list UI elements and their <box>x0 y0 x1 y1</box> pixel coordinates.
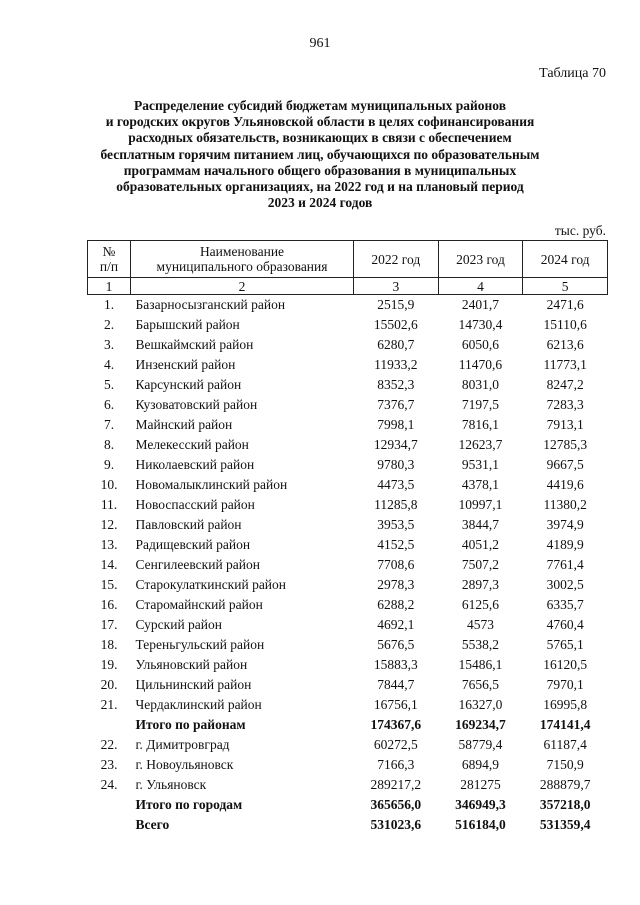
row-number: 1. <box>103 297 115 312</box>
value-2022: 365656,0 <box>370 797 422 812</box>
row-number: 13. <box>100 537 118 552</box>
table-row <box>88 295 608 316</box>
table-row <box>88 735 608 755</box>
row-name: Карсунский район <box>135 377 242 392</box>
row-name: Новомалыклинский район <box>135 477 288 492</box>
value-2023: 15486,1 <box>458 657 503 672</box>
row-number: 9. <box>103 457 115 472</box>
row-number: 18. <box>100 637 118 652</box>
value-2023: 4378,1 <box>461 477 500 492</box>
header-2023: 2023 год <box>438 241 523 278</box>
column-number-row <box>88 278 608 295</box>
table-row <box>88 495 608 515</box>
value-2023: 6894,9 <box>461 757 500 772</box>
units-label: тыс. руб. <box>554 223 606 238</box>
row-number: 7. <box>103 417 115 432</box>
row-number: 3. <box>103 337 115 352</box>
column-number: 5 <box>523 278 608 295</box>
table-row <box>88 695 608 715</box>
column-number: 1 <box>88 278 131 295</box>
value-2022: 7708,6 <box>377 557 415 572</box>
table-row <box>88 575 608 595</box>
table-row <box>88 475 608 495</box>
table-body <box>88 295 608 836</box>
total-row <box>88 715 608 735</box>
row-name: Цильнинский район <box>135 677 252 692</box>
row-number <box>88 795 131 815</box>
value-2023: 6050,6 <box>461 337 500 352</box>
value-2022: 531023,6 <box>370 817 422 832</box>
table-row <box>88 315 608 335</box>
header-row <box>88 241 608 278</box>
row-number: 6. <box>103 397 115 412</box>
subsidy-table <box>87 240 608 835</box>
value-2023: 7507,2 <box>461 557 500 572</box>
table-row <box>88 515 608 535</box>
value-2024: 8247,2 <box>546 377 584 392</box>
value-2024: 7150,9 <box>546 757 584 772</box>
value-2023: 3844,7 <box>461 517 500 532</box>
table-row <box>88 415 608 435</box>
table-label: Таблица 70 <box>539 66 606 81</box>
value-2024: 3002,5 <box>546 577 584 592</box>
value-2024: 357218,0 <box>539 797 591 812</box>
title-line: бесплатным горячим питанием лиц, обучающихся по образовательным <box>100 146 540 162</box>
value-2023: 281275 <box>460 777 501 792</box>
table-row <box>88 775 608 795</box>
value-2023: 58779,4 <box>458 737 503 752</box>
row-number: 24. <box>100 777 118 792</box>
value-2022: 15883,3 <box>373 657 418 672</box>
value-2022: 4473,5 <box>377 477 415 492</box>
header-name: Наименование муниципального образования <box>131 241 354 278</box>
total-row <box>88 815 608 835</box>
value-2023: 2401,7 <box>461 297 500 312</box>
row-name: Кузоватовский район <box>135 397 258 412</box>
table-row <box>88 615 608 635</box>
table-row <box>88 655 608 675</box>
table-row <box>88 755 608 775</box>
value-2022: 15502,6 <box>373 317 418 332</box>
value-2023: 516184,0 <box>455 817 506 832</box>
table-row <box>88 555 608 575</box>
value-2023: 7656,5 <box>461 677 500 692</box>
value-2024: 11773,1 <box>543 357 587 372</box>
row-number <box>88 815 131 835</box>
value-2024: 174141,4 <box>539 717 591 732</box>
title-line: образовательных организациях, на 2022 год и на плановый период <box>116 179 524 195</box>
value-2023: 7816,1 <box>461 417 500 432</box>
value-2023: 14730,4 <box>458 317 503 332</box>
table-row <box>88 635 608 655</box>
value-2022: 11285,8 <box>374 497 418 512</box>
value-2022: 5676,5 <box>377 637 415 652</box>
row-number: 8. <box>103 437 115 452</box>
row-name: Радищевский район <box>135 537 251 552</box>
row-name: Мелекесский район <box>135 437 249 452</box>
value-2023: 7197,5 <box>461 397 500 412</box>
title-line: 2023 и 2024 годов <box>267 195 373 211</box>
value-2022: 8352,3 <box>377 377 415 392</box>
value-2024: 12785,3 <box>543 437 588 452</box>
value-2024: 11380,2 <box>543 497 587 512</box>
row-number: 21. <box>100 697 118 712</box>
value-2023: 4573 <box>466 617 494 632</box>
title-line: расходных обязательств, возникающих в связи с обеспечением <box>128 130 512 146</box>
table-row <box>88 675 608 695</box>
value-2024: 2471,6 <box>546 297 584 312</box>
value-2024: 6213,6 <box>546 337 584 352</box>
row-number: 19. <box>100 657 118 672</box>
value-2023: 2897,3 <box>461 577 500 592</box>
value-2022: 174367,6 <box>370 717 422 732</box>
row-name: г. Димитровград <box>135 737 230 752</box>
value-2023: 8031,0 <box>461 377 500 392</box>
value-2022: 7166,3 <box>377 757 415 772</box>
row-name: Павловский район <box>135 517 242 532</box>
value-2023: 169234,7 <box>455 717 506 732</box>
row-number: 15. <box>100 577 118 592</box>
value-2022: 9780,3 <box>377 457 415 472</box>
value-2022: 60272,5 <box>373 737 418 752</box>
value-2023: 4051,2 <box>461 537 500 552</box>
title-line: Распределение субсидий бюджетам муниципальных районов <box>133 98 507 113</box>
row-number: 12. <box>100 517 118 532</box>
row-number: 10. <box>100 477 118 492</box>
value-2024: 9667,5 <box>546 457 584 472</box>
row-number: 2. <box>103 317 115 332</box>
row-name: Тереньгульский район <box>135 637 265 652</box>
row-name: Барышский район <box>135 317 240 332</box>
row-name: Старокулаткинский район <box>135 577 287 592</box>
row-number: 22. <box>100 737 118 752</box>
value-2022: 6280,7 <box>377 337 415 352</box>
value-2022: 16756,1 <box>373 697 418 712</box>
row-name: Вешкаймский район <box>135 337 254 352</box>
value-2022: 12934,7 <box>373 437 418 452</box>
value-2023: 11470,6 <box>458 357 503 372</box>
value-2024: 288879,7 <box>539 777 591 792</box>
value-2023: 5538,2 <box>461 637 500 652</box>
row-name: Всего <box>135 817 170 832</box>
table-row <box>88 335 608 355</box>
table-row <box>88 355 608 375</box>
title-line: программам начального общего образования в муниципальных <box>123 162 517 178</box>
value-2023: 9531,1 <box>461 457 500 472</box>
row-name: Майнский район <box>135 417 233 432</box>
row-name: Новоспасский район <box>135 497 255 512</box>
row-name: Николаевский район <box>135 457 255 472</box>
header-2024: 2024 год <box>523 241 608 278</box>
title-line: и городских округов Ульяновской области в целях софинансирования <box>105 114 535 130</box>
column-number: 4 <box>438 278 523 295</box>
table-row <box>88 375 608 395</box>
value-2022: 4152,5 <box>377 537 415 552</box>
row-name: г. Ульяновск <box>135 777 207 792</box>
row-number: 20. <box>100 677 118 692</box>
row-name: Чердаклинский район <box>135 697 262 712</box>
value-2024: 531359,4 <box>539 817 591 832</box>
table-row <box>88 395 608 415</box>
row-name: Итого по районам <box>135 717 246 732</box>
value-2023: 16327,0 <box>458 697 503 712</box>
row-name: Инзенский район <box>135 357 236 372</box>
column-number: 2 <box>131 278 354 295</box>
value-2024: 4419,6 <box>546 477 584 492</box>
value-2023: 346949,3 <box>455 797 506 812</box>
value-2022: 2515,9 <box>377 297 415 312</box>
row-number: 11. <box>100 497 118 512</box>
row-name: г. Новоульяновск <box>135 757 234 772</box>
total-row <box>88 795 608 815</box>
row-name: Сенгилеевский район <box>135 557 260 572</box>
value-2022: 3953,5 <box>377 517 415 532</box>
table-row <box>88 535 608 555</box>
value-2024: 15110,6 <box>543 317 587 332</box>
table-row <box>88 455 608 475</box>
value-2023: 6125,6 <box>461 597 500 612</box>
value-2024: 7761,4 <box>546 557 584 572</box>
value-2024: 16995,8 <box>543 697 588 712</box>
header-num: № п/п <box>88 241 131 278</box>
row-name: Старомайнский район <box>135 597 263 612</box>
value-2024: 4760,4 <box>546 617 584 632</box>
column-number: 3 <box>354 278 439 295</box>
value-2022: 2978,3 <box>377 577 415 592</box>
table-title <box>100 98 540 211</box>
value-2024: 6335,7 <box>546 597 584 612</box>
row-number <box>88 715 131 735</box>
value-2024: 7283,3 <box>546 397 584 412</box>
row-number: 17. <box>100 617 118 632</box>
row-number: 23. <box>100 757 118 772</box>
row-name: Ульяновский район <box>135 657 248 672</box>
row-name: Базарносызганский район <box>135 297 286 312</box>
value-2024: 3974,9 <box>546 517 584 532</box>
value-2022: 7844,7 <box>377 677 415 692</box>
value-2023: 10997,1 <box>458 497 503 512</box>
value-2022: 7998,1 <box>377 417 415 432</box>
row-number: 5. <box>103 377 115 392</box>
table-row <box>88 595 608 615</box>
value-2024: 7913,1 <box>546 417 584 432</box>
row-number: 4. <box>103 357 115 372</box>
value-2024: 61187,4 <box>543 737 587 752</box>
value-2023: 12623,7 <box>458 437 503 452</box>
value-2024: 5765,1 <box>546 637 584 652</box>
value-2022: 7376,7 <box>377 397 415 412</box>
value-2024: 16120,5 <box>543 657 588 672</box>
row-name: Сурский район <box>135 617 222 632</box>
row-name: Итого по городам <box>135 797 243 812</box>
row-number: 16. <box>100 597 118 612</box>
value-2024: 7970,1 <box>546 677 584 692</box>
value-2022: 4692,1 <box>377 617 415 632</box>
value-2022: 289217,2 <box>370 777 422 792</box>
value-2022: 11933,2 <box>374 357 418 372</box>
row-number: 14. <box>100 557 118 572</box>
page-number: 961 <box>309 36 331 51</box>
table-row <box>88 435 608 455</box>
value-2022: 6288,2 <box>377 597 415 612</box>
value-2024: 4189,9 <box>546 537 584 552</box>
header-2022: 2022 год <box>354 241 439 278</box>
